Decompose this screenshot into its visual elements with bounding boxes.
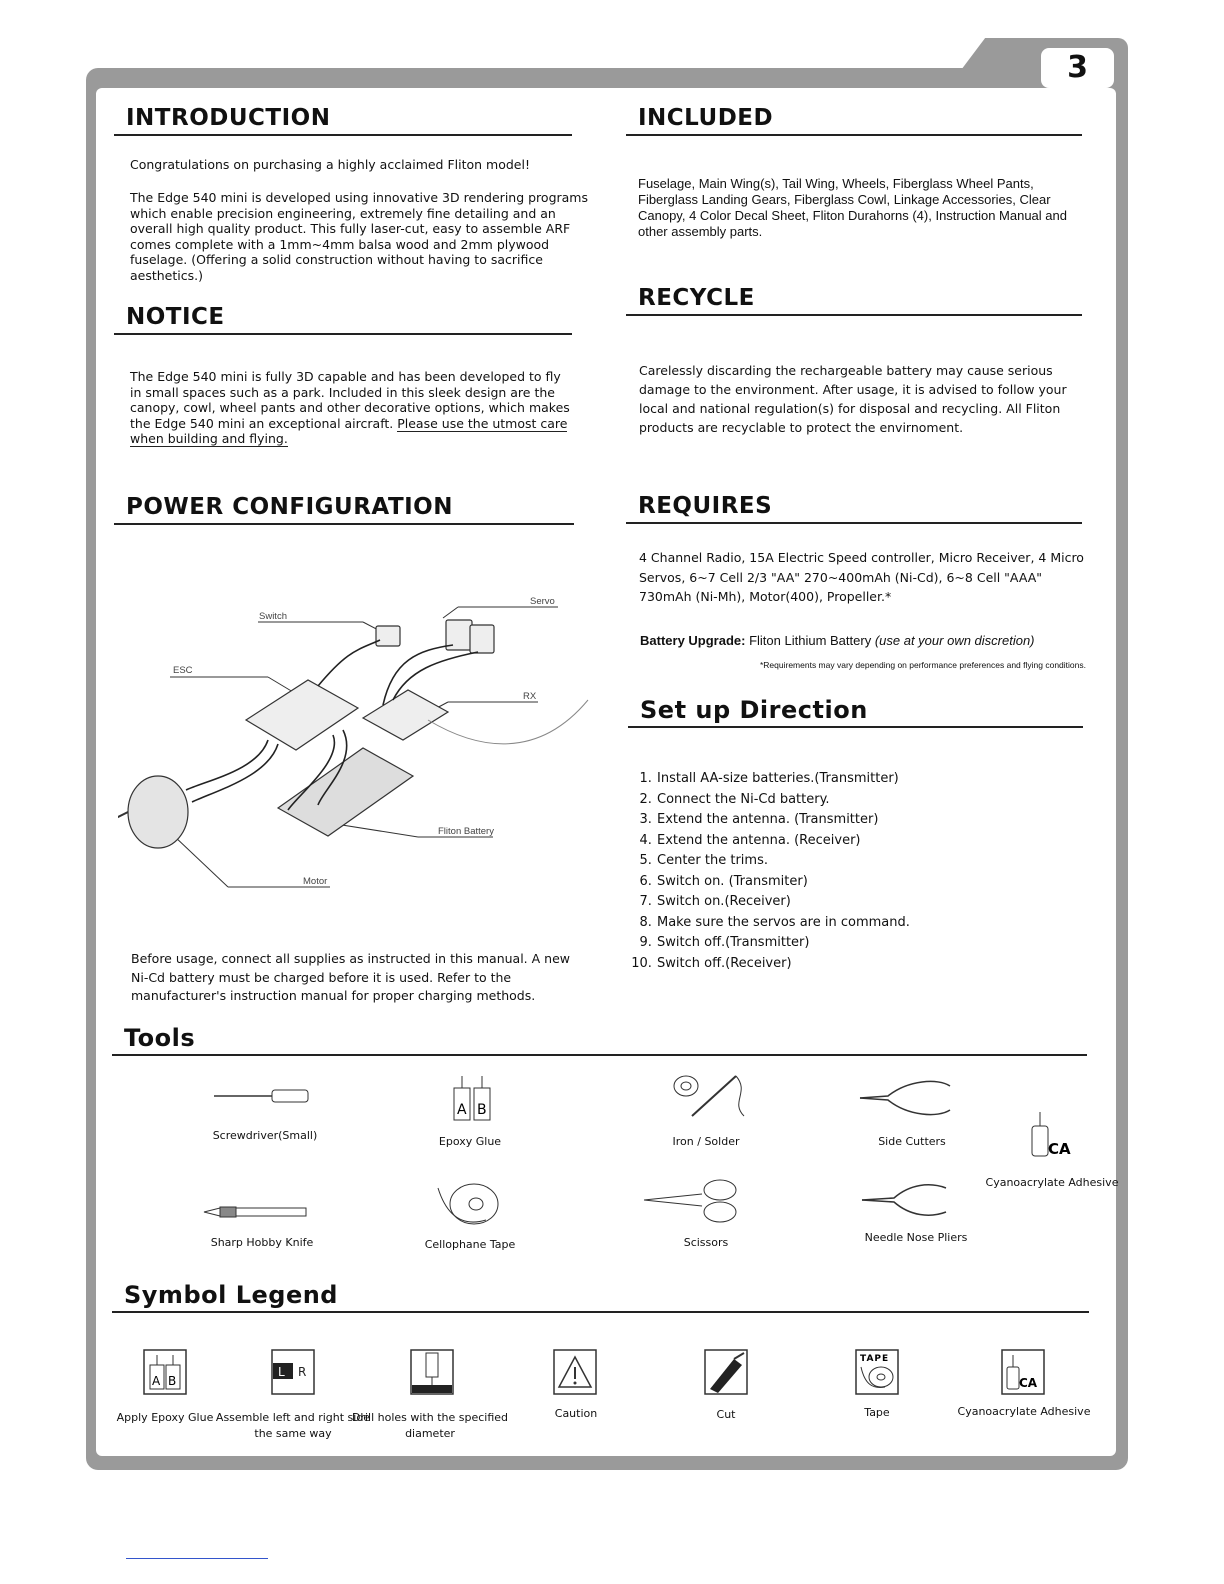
legend-label: Tape	[864, 1406, 890, 1419]
cut-icon	[704, 1349, 748, 1395]
setup-title: Set up Direction	[628, 696, 1083, 728]
legend-a-text: A	[152, 1374, 161, 1388]
legend-r-text: R	[298, 1365, 307, 1379]
recycle-body: Carelessly discarding the rechargeable battery may cause serious damage to the environment. After usage, it is advised to follow your local and national regulation(s) for disposal and recycling. All Fliton products are recyclable to protect the envirnoment.	[639, 363, 1067, 435]
legend-section	[112, 1281, 1089, 1313]
setup-step: 10. Switch off.(Receiver)	[656, 954, 910, 975]
power-instructions: Before usage, connect all supplies as instructed in this manual. A new Ni-Cd battery must be charged before it is used. Refer to the manufacturer's instruction manual for proper charging methods.	[131, 951, 570, 1003]
iron-solder-icon	[670, 1072, 750, 1122]
footer-link-line	[126, 1558, 268, 1559]
setup-step: 9. Switch off.(Transmitter)	[656, 933, 910, 954]
legend-label: Apply Epoxy Glue	[116, 1411, 214, 1424]
notice-text: The Edge 540 mini is fully 3D capable and has been developed to fly in small spaces such as a park. Included in this sleek design are the canopy, cowl, wheel pants and other decorative options, which makes the Edge 540 mini an exceptional aircraft.	[130, 369, 570, 431]
requires-title: REQUIRES	[626, 492, 1082, 524]
battery-upgrade	[640, 633, 1035, 648]
cellophane-tape-icon	[436, 1180, 502, 1228]
setup-step: 4. Extend the antenna. (Receiver)	[656, 831, 910, 852]
tool-label: Side Cutters	[878, 1135, 946, 1148]
legend-title: Symbol Legend	[112, 1281, 1089, 1313]
notice-warning: Please use the utmost care when building and flying.	[130, 415, 568, 447]
power-section	[114, 493, 574, 525]
tool-label: Sharp Hobby Knife	[210, 1236, 314, 1249]
notice-body	[130, 369, 575, 447]
legend-label: Drill holes with the specified diameter	[351, 1411, 509, 1440]
epoxy-glue-icon	[450, 1074, 494, 1122]
caution-icon	[553, 1349, 597, 1395]
legend-label: Cut	[716, 1408, 736, 1421]
setup-step: 2. Connect the Ni-Cd battery.	[656, 790, 910, 811]
recycle-title: RECYCLE	[626, 284, 1082, 316]
introduction-greeting: Congratulations on purchasing a highly acclaimed Fliton model!	[130, 157, 530, 172]
included-body: Fuselage, Main Wing(s), Tail Wing, Wheels, Fiberglass Wheel Pants, Fiberglass Landing Gears, Fiberglass Cowl, Linkage Accessories, Clear Canopy, 4 Color Decal Sheet, Fliton Durahorns (4), Instruction Manual and other assembly parts.	[638, 176, 1067, 239]
notice-title: NOTICE	[114, 303, 572, 335]
ca-text: CA	[1048, 1140, 1071, 1158]
tool-label: Cyanoacrylate Adhesive	[985, 1176, 1119, 1189]
tool-label: Epoxy Glue	[438, 1135, 502, 1148]
setup-step: 3. Extend the antenna. (Transmitter)	[656, 810, 910, 831]
power-title: POWER CONFIGURATION	[114, 493, 574, 525]
tape-icon	[855, 1349, 899, 1395]
label-switch: Switch	[259, 611, 287, 622]
legend-label: Assemble left and right side the same way	[215, 1411, 371, 1440]
introduction-body: The Edge 540 mini is developed using innovative 3D rendering programs which enable precision engineering, extremely fine detailing and an overall high quality product. This fully laser-cut, easy to assemble ARF comes complete with a 1mm~4mm balsa wood and 2mm plywood fuselage. (Offering a solid construction without having to sacrifice aesthetics.)	[130, 190, 588, 283]
setup-step: 1. Install AA-size batteries.(Transmitter)	[656, 769, 910, 790]
included-title: INCLUDED	[626, 104, 1082, 136]
tape-text: TAPE	[860, 1354, 890, 1364]
drill-symbol-icon	[410, 1349, 454, 1395]
requires-body: 4 Channel Radio, 15A Electric Speed controller, Micro Receiver, 4 Micro Servos, 6~7 Cell 2/3 "AA" 270~400mAh (Ni-Cd), 6~8 Cell "AAA" 730mAh (Ni-Mh), Motor(400), Propeller.*	[639, 550, 1084, 604]
setup-steps	[638, 769, 910, 974]
introduction-title: INTRODUCTION	[114, 104, 572, 136]
legend-label: Caution	[554, 1407, 598, 1420]
requires-section	[626, 492, 1082, 524]
epoxy-glue-symbol-icon	[143, 1349, 187, 1395]
label-servo: Servo	[530, 596, 555, 607]
legend-b-text: B	[168, 1374, 177, 1388]
notice-section	[114, 303, 572, 335]
battery-upgrade-note: (use at your own discretion)	[874, 633, 1035, 648]
legend-label: Cyanoacrylate Adhesive	[957, 1405, 1091, 1418]
legend-l-text: L	[278, 1365, 285, 1379]
page-number: 3	[1041, 48, 1114, 88]
epoxy-b-text: B	[477, 1102, 487, 1118]
setup-step: 5. Center the trims.	[656, 851, 910, 872]
setup-step: 6. Switch on. (Transmiter)	[656, 872, 910, 893]
label-rx: RX	[523, 691, 537, 702]
left-right-symbol-icon	[271, 1349, 315, 1395]
introduction-section	[114, 104, 572, 136]
legend-ca-text: CA	[1019, 1376, 1038, 1390]
tool-label: Iron / Solder	[672, 1135, 740, 1148]
label-esc: ESC	[173, 665, 193, 676]
tools-title: Tools	[112, 1024, 1087, 1056]
tool-label: Scissors	[683, 1236, 729, 1249]
included-section	[626, 104, 1082, 136]
ca-glue-icon	[1028, 1110, 1078, 1158]
power-diagram	[118, 590, 598, 900]
scissors-icon	[642, 1176, 742, 1224]
screwdriver-icon	[212, 1086, 312, 1106]
setup-step: 8. Make sure the servos are in command.	[656, 913, 910, 934]
label-battery: Fliton Battery	[438, 826, 494, 837]
setup-step: 7. Switch on.(Receiver)	[656, 892, 910, 913]
tool-label: Cellophane Tape	[424, 1238, 516, 1251]
side-cutters-icon	[858, 1076, 958, 1120]
ca-adhesive-icon	[1001, 1349, 1045, 1395]
tool-label: Screwdriver(Small)	[212, 1129, 318, 1142]
needle-nose-pliers-icon	[860, 1180, 952, 1220]
hobby-knife-icon	[202, 1204, 310, 1220]
requires-footnote: *Requirements may vary depending on performance preferences and flying conditions.	[759, 660, 1086, 670]
tool-label: Needle Nose Pliers	[864, 1231, 968, 1244]
epoxy-a-text: A	[457, 1102, 467, 1118]
setup-section	[628, 696, 1083, 728]
battery-upgrade-label: Battery Upgrade:	[640, 633, 746, 648]
recycle-section	[626, 284, 1082, 316]
tools-section	[112, 1024, 1087, 1056]
label-motor: Motor	[303, 876, 328, 887]
battery-upgrade-text: Fliton Lithium Battery	[749, 633, 872, 648]
